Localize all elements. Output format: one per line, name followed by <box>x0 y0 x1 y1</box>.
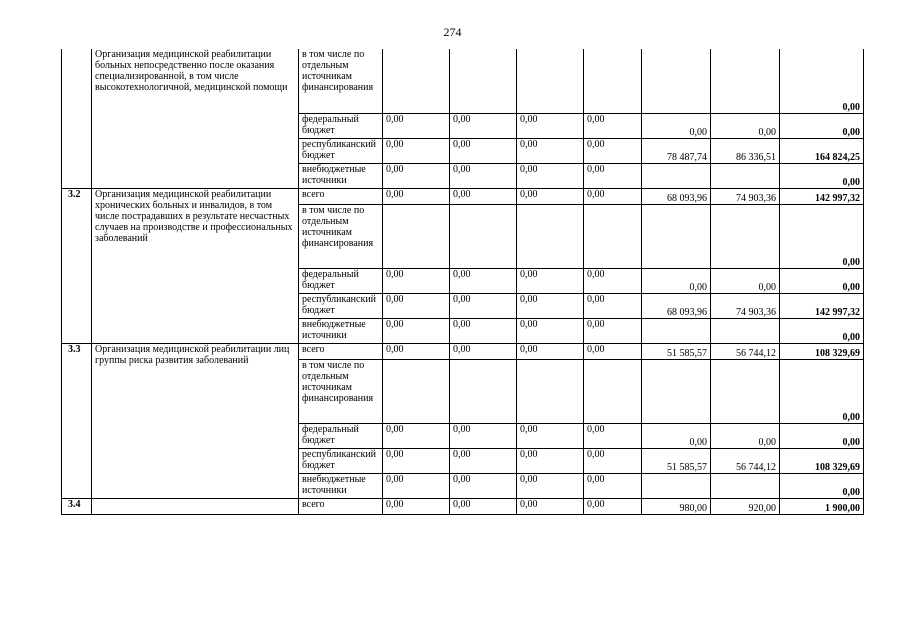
table-row <box>62 49 864 113</box>
year-value-cell: 0,00 <box>517 113 584 138</box>
section-title: Организация медицинской реабилитации хронических больных и инвалидов, в том числе пострадавших в результате несчастных случаев на производстве и профессиональных заболеваний <box>92 188 299 343</box>
year-value-cell <box>584 49 642 113</box>
total-cell: 142 997,32 <box>780 188 864 204</box>
total-cell: 0,00 <box>780 204 864 268</box>
value-cell-1 <box>642 318 711 343</box>
financing-table <box>61 49 864 515</box>
year-value-cell: 0,00 <box>517 473 584 498</box>
value-cell-1: 68 093,96 <box>642 188 711 204</box>
value-cell-2: 0,00 <box>711 268 780 293</box>
year-value-cell <box>450 359 517 423</box>
value-cell-1: 0,00 <box>642 423 711 448</box>
year-value-cell: 0,00 <box>450 498 517 514</box>
funding-source: в том числе по отдельным источникам финансирования <box>299 49 383 113</box>
year-value-cell: 0,00 <box>517 293 584 318</box>
year-value-cell: 0,00 <box>450 473 517 498</box>
funding-source: всего <box>299 188 383 204</box>
value-cell-1 <box>642 204 711 268</box>
year-value-cell: 0,00 <box>383 318 450 343</box>
total-cell: 108 329,69 <box>780 343 864 359</box>
year-value-cell: 0,00 <box>584 423 642 448</box>
year-value-cell: 0,00 <box>517 138 584 163</box>
value-cell-2 <box>711 318 780 343</box>
value-cell-2 <box>711 204 780 268</box>
year-value-cell: 0,00 <box>584 498 642 514</box>
year-value-cell: 0,00 <box>517 188 584 204</box>
year-value-cell: 0,00 <box>383 498 450 514</box>
year-value-cell <box>383 49 450 113</box>
value-cell-1: 0,00 <box>642 268 711 293</box>
year-value-cell: 0,00 <box>383 473 450 498</box>
funding-source: республиканский бюджет <box>299 138 383 163</box>
year-value-cell <box>383 204 450 268</box>
value-cell-1 <box>642 359 711 423</box>
funding-source: федеральный бюджет <box>299 268 383 293</box>
table-row <box>62 188 864 204</box>
year-value-cell: 0,00 <box>383 423 450 448</box>
value-cell-2: 0,00 <box>711 423 780 448</box>
year-value-cell <box>517 204 584 268</box>
funding-source: республиканский бюджет <box>299 448 383 473</box>
total-cell: 1 900,00 <box>780 498 864 514</box>
funding-source: внебюджетные источники <box>299 318 383 343</box>
year-value-cell <box>450 49 517 113</box>
year-value-cell: 0,00 <box>517 318 584 343</box>
year-value-cell <box>450 204 517 268</box>
year-value-cell: 0,00 <box>584 113 642 138</box>
year-value-cell: 0,00 <box>517 163 584 188</box>
section-index <box>62 49 92 188</box>
year-value-cell: 0,00 <box>450 138 517 163</box>
value-cell-2: 0,00 <box>711 113 780 138</box>
table-row <box>62 498 864 514</box>
year-value-cell: 0,00 <box>517 268 584 293</box>
value-cell-2: 74 903,36 <box>711 293 780 318</box>
year-value-cell: 0,00 <box>383 448 450 473</box>
year-value-cell: 0,00 <box>584 138 642 163</box>
year-value-cell <box>584 204 642 268</box>
total-cell: 0,00 <box>780 318 864 343</box>
value-cell-2: 86 336,51 <box>711 138 780 163</box>
total-cell: 0,00 <box>780 163 864 188</box>
year-value-cell: 0,00 <box>450 318 517 343</box>
year-value-cell: 0,00 <box>584 163 642 188</box>
year-value-cell: 0,00 <box>383 268 450 293</box>
section-title: Организация медицинской реабилитации лиц группы риска развития заболеваний <box>92 343 299 498</box>
value-cell-1 <box>642 473 711 498</box>
funding-source: в том числе по отдельным источникам финансирования <box>299 204 383 268</box>
value-cell-2: 56 744,12 <box>711 343 780 359</box>
funding-source: всего <box>299 498 383 514</box>
total-cell: 164 824,25 <box>780 138 864 163</box>
value-cell-2: 56 744,12 <box>711 448 780 473</box>
year-value-cell: 0,00 <box>450 343 517 359</box>
year-value-cell: 0,00 <box>450 113 517 138</box>
year-value-cell: 0,00 <box>450 188 517 204</box>
year-value-cell: 0,00 <box>584 188 642 204</box>
value-cell-2 <box>711 163 780 188</box>
page-number: 274 <box>443 25 462 39</box>
year-value-cell <box>383 359 450 423</box>
year-value-cell: 0,00 <box>517 423 584 448</box>
table-row <box>62 343 864 359</box>
total-cell: 0,00 <box>780 113 864 138</box>
year-value-cell: 0,00 <box>517 343 584 359</box>
section-index: 3.4 <box>62 498 92 514</box>
year-value-cell: 0,00 <box>450 268 517 293</box>
year-value-cell: 0,00 <box>584 318 642 343</box>
total-cell: 0,00 <box>780 268 864 293</box>
total-cell: 0,00 <box>780 473 864 498</box>
section-index: 3.2 <box>62 188 92 343</box>
year-value-cell: 0,00 <box>584 473 642 498</box>
year-value-cell: 0,00 <box>517 498 584 514</box>
funding-source: внебюджетные источники <box>299 473 383 498</box>
value-cell-1 <box>642 163 711 188</box>
funding-source: федеральный бюджет <box>299 113 383 138</box>
value-cell-1: 980,00 <box>642 498 711 514</box>
year-value-cell: 0,00 <box>517 448 584 473</box>
year-value-cell: 0,00 <box>450 163 517 188</box>
funding-source: в том числе по отдельным источникам финансирования <box>299 359 383 423</box>
year-value-cell: 0,00 <box>584 343 642 359</box>
value-cell-2 <box>711 49 780 113</box>
year-value-cell: 0,00 <box>383 188 450 204</box>
year-value-cell: 0,00 <box>383 113 450 138</box>
year-value-cell: 0,00 <box>383 293 450 318</box>
total-cell: 142 997,32 <box>780 293 864 318</box>
funding-source: федеральный бюджет <box>299 423 383 448</box>
year-value-cell <box>584 359 642 423</box>
total-cell: 108 329,69 <box>780 448 864 473</box>
year-value-cell: 0,00 <box>450 293 517 318</box>
year-value-cell: 0,00 <box>450 448 517 473</box>
value-cell-1: 51 585,57 <box>642 448 711 473</box>
value-cell-1: 78 487,74 <box>642 138 711 163</box>
section-title: Организация медицинской реабилитации больных непосредственно после оказания специализированной, в том числе высокотехнологичной, медицинской помощи <box>92 49 299 188</box>
value-cell-2: 920,00 <box>711 498 780 514</box>
value-cell-1: 68 093,96 <box>642 293 711 318</box>
funding-source: республиканский бюджет <box>299 293 383 318</box>
total-cell: 0,00 <box>780 49 864 113</box>
total-cell: 0,00 <box>780 423 864 448</box>
year-value-cell: 0,00 <box>584 268 642 293</box>
section-index: 3.3 <box>62 343 92 498</box>
funding-source: всего <box>299 343 383 359</box>
year-value-cell: 0,00 <box>450 423 517 448</box>
value-cell-1: 0,00 <box>642 113 711 138</box>
section-title <box>92 498 299 514</box>
value-cell-2 <box>711 473 780 498</box>
value-cell-2: 74 903,36 <box>711 188 780 204</box>
value-cell-1: 51 585,57 <box>642 343 711 359</box>
year-value-cell: 0,00 <box>383 343 450 359</box>
funding-source: внебюджетные источники <box>299 163 383 188</box>
total-cell: 0,00 <box>780 359 864 423</box>
year-value-cell: 0,00 <box>584 448 642 473</box>
year-value-cell: 0,00 <box>383 163 450 188</box>
year-value-cell: 0,00 <box>383 138 450 163</box>
year-value-cell: 0,00 <box>584 293 642 318</box>
value-cell-1 <box>642 49 711 113</box>
year-value-cell <box>517 359 584 423</box>
year-value-cell <box>517 49 584 113</box>
value-cell-2 <box>711 359 780 423</box>
